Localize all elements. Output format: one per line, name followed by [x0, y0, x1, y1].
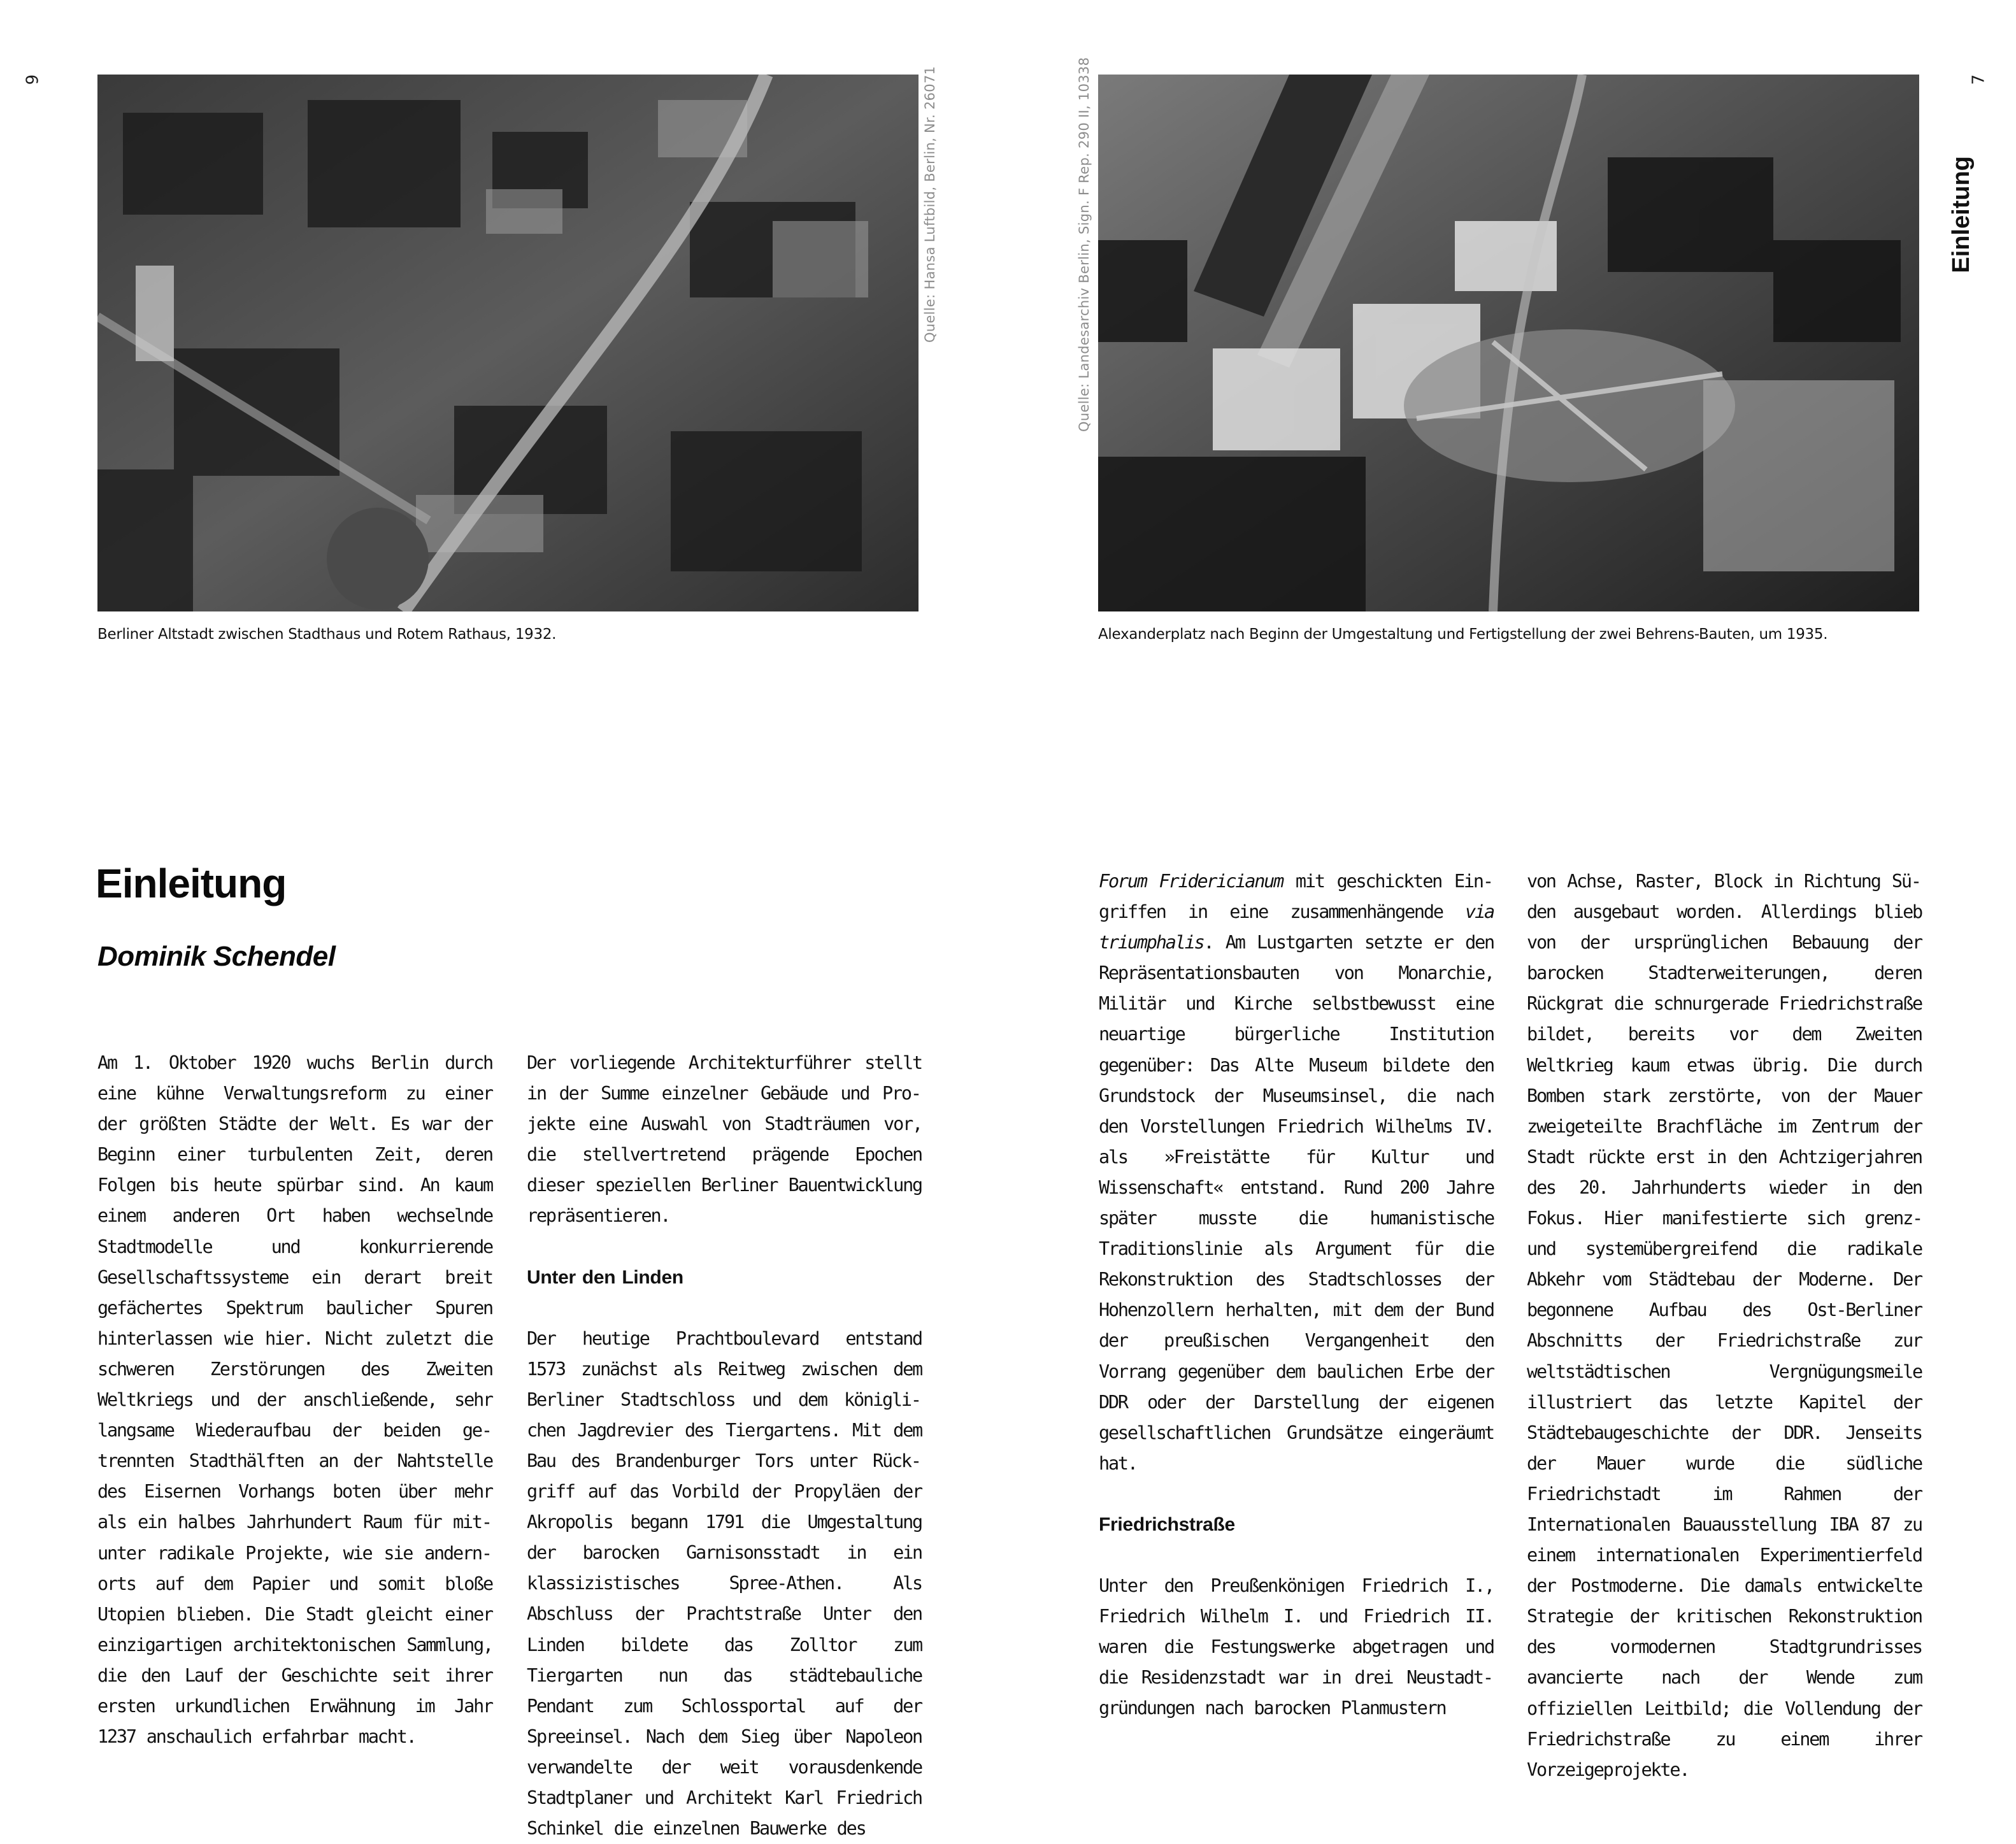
aerial-photo-alexanderplatz	[1098, 75, 1919, 611]
section-heading-friedrichstrasse: Friedrichstraße	[1099, 1513, 1235, 1535]
text-column-3	[1099, 866, 1494, 1724]
page-number-right: 7	[1969, 74, 1989, 85]
running-head: Einleitung	[1948, 156, 1975, 273]
article-author: Dominik Schendel	[97, 941, 336, 972]
italic-term: via triumphalis	[1099, 901, 1494, 954]
section-heading-unter-den-linden: Unter den Linden	[527, 1266, 683, 1288]
text-span: . Am Lustgarten setzte er den Repräsentationsbauten von Monarchie, Militär und Kirche selbstbewusst eine neuartige bürgerliche Institution gegenüber: Das Alte Museum bildete den Grundstock der Museumsinsel, die nach den Vorstellungen Friedrich Wilhelms IV. als »Freistätte für Kultur und Wissenschaft« entstand. Rund 200 Jahre später musste die humanistische Traditionslinie als Argument für die Rekonstruktion des Stadtschlosses der Hohenzollern herhalten, mit dem der Bund der preußischen Vergangenheit den Vorrang gegenüber dem baulichen Erbe der DDR oder der Darstellung der eigenen gesellschaftlichen Grundsätze eingeräumt hat.	[1099, 932, 1494, 1474]
section-paragraph: Unter den Preußenkönigen Friedrich I., Friedrich Wilhelm I. und Friedrich II. waren die Festungswerke abgetragen und die Residenzstadt war in drei Neustadtgründungen nach barocken Planmustern	[1099, 1575, 1494, 1719]
photo-placeholder-icon	[97, 75, 919, 611]
section-paragraph: Der heutige Prachtboulevard entstand 1573 zunächst als Reitweg zwischen dem Berliner Stadtschloss und dem königlichen Jagdrevier des Tiergartens. Mit dem Bau des Brandenburger Tors unter Rückgriff auf das Vorbild der Propyläen der Akropolis begann 1791 die Umgestaltung der barocken Garnisonsstadt in ein klassizistisches Spree-Athen. Als Abschluss der Prachtstraße Unter den Linden bildete das Zolltor zum Tiergarten nun das städtebauliche Pendant zum Schlossportal auf der Spreeinsel. Nach dem Sieg über Napoleon verwandelte der weit vorausdenkende Stadtplaner und Architekt Karl Friedrich Schinkel die einzelnen Bauwerke des	[527, 1327, 922, 1840]
page-number-left: 6	[21, 74, 41, 85]
intro-paragraph: Am 1. Oktober 1920 wuchs Berlin durch eine kühne Verwaltungsreform zu einer der größten Städte der Welt. Es war der Beginn einer turbulenten Zeit, deren Folgen bis heute spürbar sind. An kaum einem anderen Ort haben wechselnde Stadtmodelle und konkurrierende Gesellschaftssysteme ein derart breit gefächertes Spektrum baulicher Spuren hinterlassen wie hier. Nicht zuletzt die schweren Zerstörungen des Zweiten Weltkriegs und der anschließende, sehr langsame Wiederaufbau der beiden getrennten Stadthälften an der Nahtstelle des Eisernen Vorhangs boten über mehr als ein halbes Jahrhundert Raum für mitunter radikale Projekte, wie sie andernorts auf dem Papier und somit bloße Utopien blieben. Die Stadt gleicht einer einzigartigen architektonischen Sammlung, die den Lauf der Geschichte seit ihrer ersten urkundlichen Erwähnung im Jahr 1237 anschaulich erfahrbar macht.	[97, 1052, 492, 1748]
section-paragraph-continued: von Achse, Raster, Block in Richtung Süden ausgebaut worden. Allerdings blieb von der ursprünglichen Bebauung der barocken Stadterweiterungen, deren Rückgrat die schnurgerade Friedrichstraße bildet, bereits vor dem Zweiten Weltkrieg kaum etwas übrig. Die durch Bomben stark zerstörte, von der Mauer zweigeteilte Brachfläche im Zentrum der Stadt rückte erst in den Achtzigerjahren des 20. Jahrhunderts wieder in den Fokus. Hier manifestierte sich grenz- und systemübergreifend die radikale Abkehr vom Städtebau der Moderne. Der begonnene Aufbau des Ost-Berliner Abschnitts der Friedrichstraße zur weltstädtischen Vergnügungsmeile illustriert das letzte Kapitel der Städtebaugeschichte der DDR. Jenseits der Mauer wurde die südliche Friedrichstadt im Rahmen der Internationalen Bauausstellung IBA 87 zu einem internationalen Experimentierfeld der Postmoderne. Die damals entwickelte Strategie der kritischen Rekonstruktion des vormodernen Stadtgrundrisses avancierte nach der Wende zum offiziellen Leitbild; die Vollendung der Friedrichstraße zu einem ihrer Vorzeigeprojekte.	[1527, 871, 1922, 1780]
guide-paragraph: Der vorliegende Architekturführer stellt in der Summe einzelner Gebäude und Projekte eine Auswahl von Stadträumen vor, die stellvertretend prägende Epochen dieser speziellen Berliner Bauentwicklung repräsentieren.	[527, 1052, 922, 1227]
photo-credit: Quelle: Landesarchiv Berlin, Sign. F Rep. 290 II, 10338	[1076, 57, 1092, 432]
photo-placeholder-icon	[1098, 75, 1919, 611]
article-title: Einleitung	[96, 861, 287, 906]
aerial-photo-berlin-altstadt	[97, 75, 919, 611]
section-paragraph-continued	[1099, 866, 1494, 1479]
text-span: mit geschickten Eingriffen in eine zusammenhängende	[1099, 871, 1494, 923]
text-column-4	[1527, 866, 1922, 1785]
photo-credit: Quelle: Hansa Luftbild, Berlin, Nr. 26071	[922, 66, 938, 343]
text-column-1	[97, 1048, 492, 1752]
text-column-2	[527, 1048, 922, 1844]
italic-term: Forum Fridericianum	[1099, 871, 1283, 892]
photo-caption: Alexanderplatz nach Beginn der Umgestaltung und Fertigstellung der zwei Behrens-Bauten, um 1935.	[1098, 626, 1828, 643]
photo-caption: Berliner Altstadt zwischen Stadthaus und Rotem Rathaus, 1932.	[97, 626, 557, 643]
